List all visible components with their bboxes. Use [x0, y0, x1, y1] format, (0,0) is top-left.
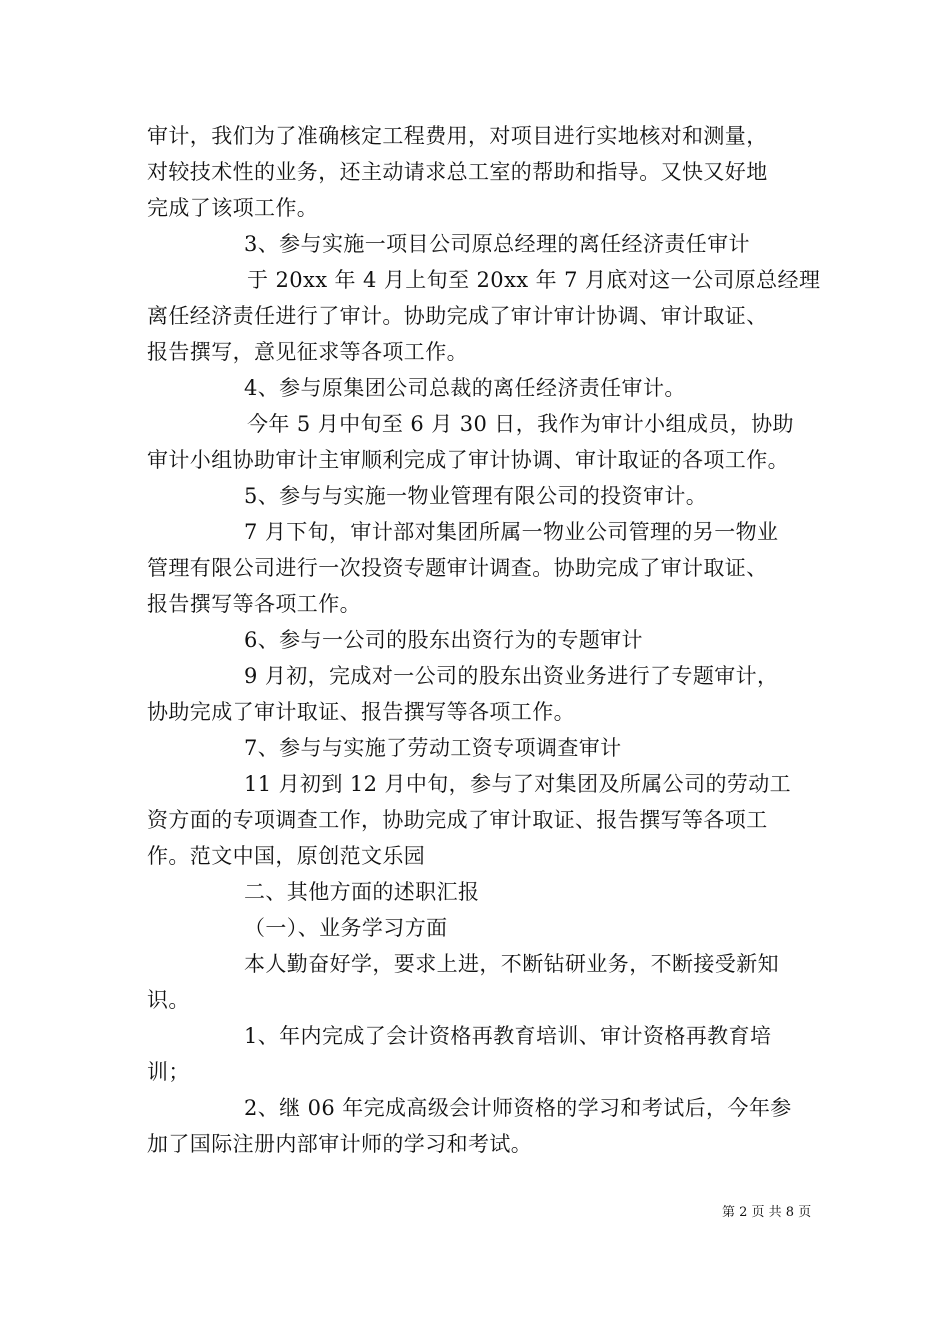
section-heading: 4、参与原集团公司总裁的离任经济责任审计。: [244, 376, 686, 400]
text-line: 报告撰写等各项工作。: [147, 592, 361, 616]
text-line: 资方面的专项调查工作，协助完成了审计取证、报告撰写等各项工: [147, 808, 768, 832]
paragraph-start: 今年 5 月中旬至 6 月 30 日，我作为审计小组成员，协助: [247, 412, 794, 436]
paragraph-start: 7 月下旬，审计部对集团所属一物业公司管理的另一物业: [244, 520, 779, 544]
section-heading: 5、参与与实施一物业管理有限公司的投资审计。: [244, 484, 708, 508]
text-line: 训；: [147, 1060, 190, 1084]
list-item: 2、继 06 年完成高级会计师资格的学习和考试后，今年参: [244, 1096, 792, 1120]
text-line: 报告撰写，意见征求等各项工作。: [147, 340, 468, 364]
paragraph-start: 11 月初到 12 月中旬，参与了对集团及所属公司的劳动工: [244, 772, 792, 796]
text-line: 审计小组协助审计主审顺利完成了审计协调、审计取证的各项工作。: [147, 448, 789, 472]
text-line: 作。范文中国，原创范文乐园: [147, 844, 426, 868]
document-body: [147, 118, 821, 1162]
text-line: 协助完成了审计取证、报告撰写等各项工作。: [147, 700, 575, 724]
paragraph-start: 本人勤奋好学，要求上进，不断钻研业务，不断接受新知: [244, 952, 779, 976]
text-line: 审计，我们为了准确核定工程费用，对项目进行实地核对和测量，: [147, 124, 768, 148]
paragraph-start: 9 月初，完成对一公司的股东出资业务进行了专题审计，: [244, 664, 779, 688]
section-heading: 6、参与一公司的股东出资行为的专题审计: [244, 628, 643, 652]
subsection-heading: （一）、业务学习方面: [244, 916, 448, 940]
paragraph-start: 于 20xx 年 4 月上旬至 20xx 年 7 月底对这一公司原总经理: [247, 268, 821, 292]
text-line: 识。: [147, 988, 190, 1012]
text-line: 离任经济责任进行了审计。协助完成了审计审计协调、审计取证、: [147, 304, 768, 328]
page-number: 第 2 页 共 8 页: [722, 1205, 812, 1220]
section-heading: 3、参与实施一项目公司原总经理的离任经济责任审计: [244, 232, 750, 256]
text-line: 加了国际注册内部审计师的学习和考试。: [147, 1132, 533, 1156]
text-line: 管理有限公司进行一次投资专题审计调查。协助完成了审计取证、: [147, 556, 768, 580]
list-item: 1、年内完成了会计资格再教育培训、审计资格再教育培: [244, 1024, 772, 1048]
section-heading: 7、参与与实施了劳动工资专项调查审计: [244, 736, 622, 760]
text-line: 完成了该项工作。: [147, 196, 319, 220]
text-line: 对较技术性的业务，还主动请求总工室的帮助和指导。又快又好地: [147, 160, 768, 184]
section-heading: 二、其他方面的述职汇报: [244, 880, 480, 904]
